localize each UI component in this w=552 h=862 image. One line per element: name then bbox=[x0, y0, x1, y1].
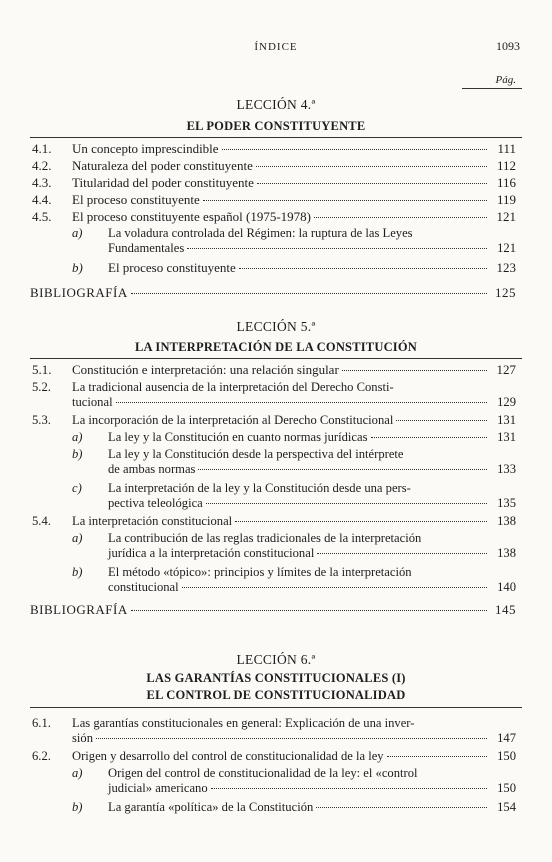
entry-letter: b) bbox=[72, 447, 83, 461]
entry-letter: a) bbox=[72, 766, 83, 780]
page-column-label: Pág. bbox=[495, 74, 516, 86]
entry-page: 147 bbox=[497, 731, 516, 745]
entry-text: Titularidad del poder constituyente bbox=[72, 175, 254, 190]
entry-page: 116 bbox=[496, 175, 516, 190]
entry-page: 135 bbox=[497, 496, 516, 510]
entry-number: 4.1. bbox=[32, 141, 52, 156]
dot-leader bbox=[317, 553, 487, 554]
toc-entry-4-3[interactable] bbox=[32, 175, 516, 190]
entry-letter: a) bbox=[72, 226, 83, 240]
running-header-title: ÍNDICE bbox=[254, 41, 298, 53]
entry-page: 129 bbox=[497, 395, 516, 409]
entry-text: La interpretación de la ley y la Constitución desde una pers- bbox=[108, 481, 411, 495]
lesson-6-rule bbox=[30, 707, 522, 708]
dot-leader bbox=[203, 200, 487, 201]
toc-entry-6-2-b[interactable] bbox=[32, 800, 516, 815]
toc-entry-5-3[interactable] bbox=[32, 413, 516, 428]
toc-entry-6-2-a[interactable] bbox=[32, 766, 516, 796]
dot-leader bbox=[256, 166, 487, 167]
toc-entry-5-4-a[interactable] bbox=[32, 531, 516, 561]
dot-leader bbox=[239, 268, 487, 269]
entry-text: La tradicional ausencia de la interpretación del Derecho Consti- bbox=[72, 380, 394, 394]
dot-leader bbox=[187, 248, 487, 249]
entry-text: La contribución de las reglas tradicionales de la interpretación bbox=[108, 531, 422, 545]
toc-entry-5-3-c[interactable] bbox=[32, 481, 516, 511]
entry-text: Constitución e interpretación: una relación singular bbox=[72, 362, 339, 377]
dot-leader bbox=[371, 437, 487, 438]
entry-number: 5.1. bbox=[32, 362, 52, 377]
toc-entry-5-2[interactable] bbox=[32, 380, 516, 410]
toc-entry-4-5-b[interactable] bbox=[32, 260, 516, 275]
entry-letter: b) bbox=[72, 565, 83, 579]
entry-text-continued: judicial» americano bbox=[108, 781, 208, 795]
entry-text: El proceso constituyente bbox=[108, 260, 236, 275]
dot-leader bbox=[222, 149, 487, 150]
toc-entry-4-4[interactable] bbox=[32, 192, 516, 207]
entry-text: La ley y la Constitución en cuanto normas jurídicas bbox=[108, 430, 368, 444]
entry-number: 5.3. bbox=[32, 413, 51, 427]
entry-letter: b) bbox=[72, 260, 83, 275]
lesson-6-heading: LECCIÓN 6.ª bbox=[236, 652, 316, 667]
entry-number: 6.1. bbox=[32, 716, 51, 730]
entry-letter: c) bbox=[72, 481, 82, 495]
toc-entry-5-3-a[interactable] bbox=[32, 430, 516, 445]
dot-leader bbox=[131, 610, 487, 611]
entry-number: 5.4. bbox=[32, 514, 51, 528]
entry-page: 112 bbox=[496, 158, 516, 173]
lesson-5-bibliography[interactable] bbox=[30, 602, 516, 618]
lesson-5-title: LA INTERPRETACIÓN DE LA CONSTITUCIÓN bbox=[134, 340, 418, 354]
entry-page: 150 bbox=[497, 781, 516, 795]
entry-text: El proceso constituyente bbox=[72, 192, 200, 207]
toc-entry-5-1[interactable] bbox=[32, 362, 516, 377]
entry-page: 145 bbox=[495, 602, 516, 617]
entry-text: La interpretación constitucional bbox=[72, 514, 233, 528]
toc-entry-6-1[interactable] bbox=[32, 716, 516, 746]
lesson-6-title-line-2: EL CONTROL DE CONSTITUCIONALIDAD bbox=[146, 688, 406, 702]
entry-page: 131 bbox=[497, 430, 516, 444]
toc-entry-4-5[interactable] bbox=[32, 209, 516, 224]
entry-text: La garantía «política» de la Constitución bbox=[108, 800, 314, 814]
entry-letter: a) bbox=[72, 531, 83, 545]
entry-text-continued: jurídica a la interpretación constitucional bbox=[108, 546, 315, 560]
dot-leader bbox=[198, 469, 487, 470]
entry-number: 4.2. bbox=[32, 158, 52, 173]
bibliography-label: BIBLIOGRAFÍA bbox=[30, 285, 128, 300]
entry-text-continued: Fundamentales bbox=[108, 241, 185, 255]
toc-entry-4-2[interactable] bbox=[32, 158, 516, 173]
entry-page: 121 bbox=[497, 241, 516, 255]
toc-entry-4-5-a[interactable] bbox=[32, 226, 516, 256]
entry-page: 127 bbox=[496, 362, 516, 377]
dot-leader bbox=[387, 756, 487, 757]
entry-page: 123 bbox=[496, 260, 516, 275]
entry-text: Las garantías constitucionales en general: Explicación de una inver- bbox=[72, 716, 415, 730]
entry-text-continued: tucional bbox=[72, 395, 113, 409]
dot-leader bbox=[206, 503, 487, 504]
entry-letter: b) bbox=[72, 800, 83, 814]
toc-entry-4-1[interactable] bbox=[32, 141, 516, 156]
entry-page: 150 bbox=[497, 749, 516, 763]
lesson-4-bibliography[interactable] bbox=[30, 285, 516, 301]
toc-entry-5-4-b[interactable] bbox=[32, 565, 516, 595]
entry-page: 133 bbox=[497, 462, 516, 476]
entry-text-continued: constitucional bbox=[108, 580, 179, 594]
lesson-4-title: EL PODER CONSTITUYENTE bbox=[186, 119, 366, 133]
dot-leader bbox=[211, 788, 487, 789]
lesson-4-rule bbox=[30, 137, 522, 138]
entry-text-continued: pectiva teleológica bbox=[108, 496, 203, 510]
entry-text-continued: sión bbox=[72, 731, 93, 745]
dot-leader bbox=[235, 521, 487, 522]
entry-text: Origen del control de constitucionalidad de la ley: el «control bbox=[108, 766, 418, 780]
dot-leader bbox=[131, 293, 487, 294]
entry-number: 4.4. bbox=[32, 192, 52, 207]
entry-number: 6.2. bbox=[32, 749, 51, 763]
entry-number: 4.5. bbox=[32, 209, 52, 224]
entry-text: El método «tópico»: principios y límites de la interpretación bbox=[108, 565, 412, 579]
entry-text-continued: de ambas normas bbox=[108, 462, 196, 476]
entry-text: La voladura controlada del Régimen: la ruptura de las Leyes bbox=[108, 226, 413, 240]
entry-number: 4.3. bbox=[32, 175, 52, 190]
entry-text: La incorporación de la interpretación al Derecho Constitucional bbox=[72, 413, 394, 427]
dot-leader bbox=[96, 738, 487, 739]
entry-page: 140 bbox=[497, 580, 516, 594]
lesson-6-title-line-1: LAS GARANTÍAS CONSTITUCIONALES (I) bbox=[146, 671, 406, 685]
entry-page: 125 bbox=[495, 285, 516, 300]
dot-leader bbox=[396, 420, 487, 421]
entry-text: El proceso constituyente español (1975-1978) bbox=[72, 209, 311, 224]
running-header-page-number: 1093 bbox=[496, 39, 520, 53]
dot-leader bbox=[314, 217, 487, 218]
entry-page: 111 bbox=[497, 141, 516, 156]
toc-entry-5-4[interactable] bbox=[32, 514, 516, 529]
dot-leader bbox=[316, 807, 487, 808]
entry-text: La ley y la Constitución desde la perspectiva del intérprete bbox=[108, 447, 404, 461]
entry-page: 121 bbox=[496, 209, 516, 224]
entry-page: 131 bbox=[497, 413, 516, 427]
entry-page: 154 bbox=[497, 800, 516, 814]
entry-text: Origen y desarrollo del control de constitucionalidad de la ley bbox=[72, 749, 384, 763]
entry-page: 119 bbox=[496, 192, 516, 207]
entry-number: 5.2. bbox=[32, 380, 51, 394]
entry-text: Un concepto imprescindible bbox=[72, 141, 219, 156]
toc-entry-6-2[interactable] bbox=[32, 749, 516, 764]
entry-page: 138 bbox=[497, 546, 516, 560]
entry-text: Naturaleza del poder constituyente bbox=[72, 158, 253, 173]
entry-page: 138 bbox=[497, 514, 516, 528]
entry-letter: a) bbox=[72, 430, 83, 444]
lesson-4-heading: LECCIÓN 4.ª bbox=[236, 97, 316, 112]
dot-leader bbox=[342, 370, 487, 371]
dot-leader bbox=[182, 587, 487, 588]
page-column-rule bbox=[462, 88, 522, 89]
lesson-5-rule bbox=[30, 358, 522, 359]
toc-entry-5-3-b[interactable] bbox=[32, 447, 516, 477]
bibliography-label: BIBLIOGRAFÍA bbox=[30, 602, 128, 617]
dot-leader bbox=[257, 183, 487, 184]
lesson-5-heading: LECCIÓN 5.ª bbox=[236, 319, 316, 334]
dot-leader bbox=[116, 402, 487, 403]
